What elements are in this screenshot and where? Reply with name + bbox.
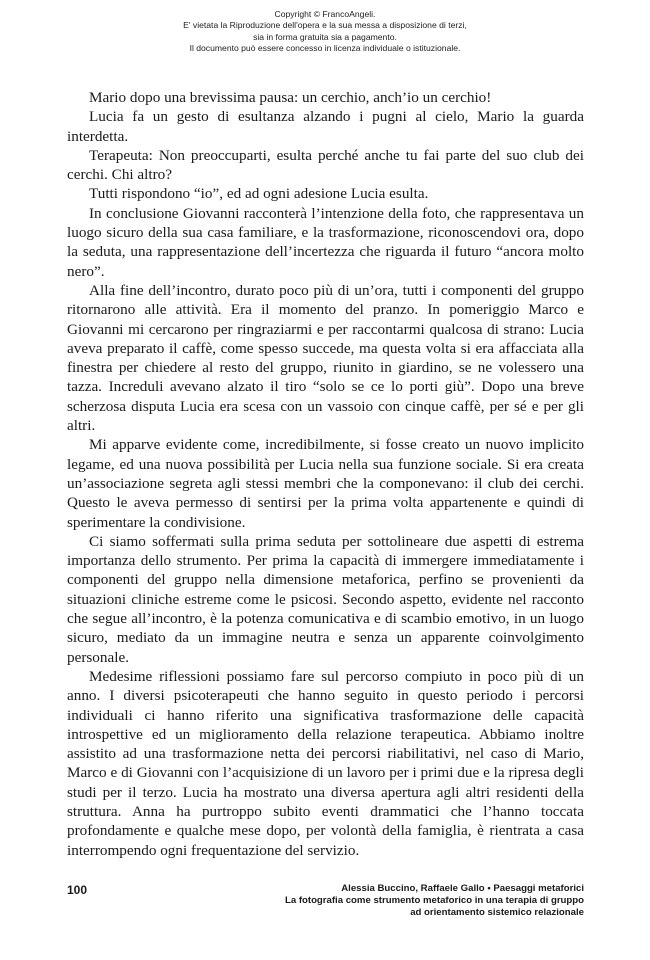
copyright-notice [0,9,650,54]
running-head-subtitle-line: ad orientamento sistemico relazionale [410,907,584,918]
paragraph: Tutti rispondono “io”, ed ad ogni adesione Lucia esulta. [89,185,429,203]
paragraph: Mi apparve evidente come, incredibilmente, si fosse creato un nuovo implicito legame, ed una nuova possibilità per Lucia nella sua funzione sociale. Si era creata un’associazione segreta agli stessi membri che la componevano: il club dei cerchi. Questo le aveva permesso di sentirsi per la prima volta appartenente e quindi di sperimentare la condivisione. [67,436,584,531]
running-head-subtitle-line: La fotografia come strumento metaforico in una terapia di gruppo [284,895,584,906]
running-head-authors-title: Alessia Buccino, Raffaele Gallo • Paesaggi metaforici [341,883,584,894]
paragraph: Ci siamo soffermati sulla prima seduta per sottolineare due aspetti di estrema importanza dello strumento. Per prima la capacità di immergere immediatamente i componenti del gruppo nella dimensione metaforica, perfino se provenienti da situazioni cliniche estreme come le psicosi. Secondo aspetto, evidente nel racconto che segue all’incontro, è la potenza comunicativa e di scambio emotivo, in un luogo sicuro, mediato da un immagine neutra e senza un apparente coinvolgimento personale. [67,532,584,666]
copyright-line: E' vietata la Riproduzione dell'opera e la sua messa a disposizione di terzi, [183,20,467,31]
running-head [285,883,584,919]
paragraph: Mario dopo una brevissima pausa: un cerchio, anch’io un cerchio! [89,89,492,106]
copyright-line: sia in forma gratuita sia a pagamento. [253,31,397,42]
paragraph: Alla fine dell’incontro, durato poco più di un’ora, tutti i componenti del gruppo ritornarono alle attività. Era il momento del pranzo. In pomeriggio Marco e Giovanni mi cercarono per ringraziarmi e per raccontarmi qualcosa di strano: Lucia aveva preparato il caffè, come spesso succede, ma questa volta si era affacciata alla finestra per chiedere al resto del gruppo, riunito in giardino, se ne volessero una tazza. Increduli avevano alzato il tiro “solo se ce lo porti giù”. Dopo una breve scherzosa disputa Lucia era scesa con un vassoio con cinque caffè, per sé e per gli altri. [67,281,584,435]
paragraph: Medesime riflessioni possiamo fare sul percorso compiuto in poco più di un anno. I diversi psicoterapeuti che hanno seguito in questo periodo i percorsi individuali ci hanno riferito una significativa trasformazione delle capacità introspettive ed un miglioramento della relazione terapeutica. Abbiamo inoltre assistito ad una trasformazione netta dei percorsi riabilitativi, nel caso di Mario, Marco e di Giovanni con l’acquisizione di un lavoro per i primi due e la ripresa degli studi per il terzo. Lucia ha mostrato una diversa apertura agli altri residenti della struttura. Anna ha purtroppo subito eventi drammatici che l’hanno toccata profondamente e qualche mese dopo, per volontà della famiglia, è rientrata a casa interrompendo ogni frequentazione del servizio. [67,667,584,859]
paragraph: In conclusione Giovanni racconterà l’intenzione della foto, che rappresentava un luogo sicuro della sua casa familiare, e la trasformazione, riconoscendovi ora, dopo la seduta, una rappresentazione dell’incertezza che riguarda il futuro “ancora molto nero”. [67,204,584,280]
page-number: 100 [67,883,88,897]
paragraph: Terapeuta: Non preoccuparti, esulta perché anche tu fai parte del suo club dei cerchi. Chi altro? [67,146,584,184]
copyright-line: Copyright © FrancoAngeli. [274,9,376,19]
paragraph: Lucia fa un gesto di esultanza alzando i pugni al cielo, Mario la guarda interdetta. [67,108,584,145]
body-text [67,88,584,860]
copyright-line: Il documento può essere concesso in licenza individuale o istituzionale. [189,42,461,53]
